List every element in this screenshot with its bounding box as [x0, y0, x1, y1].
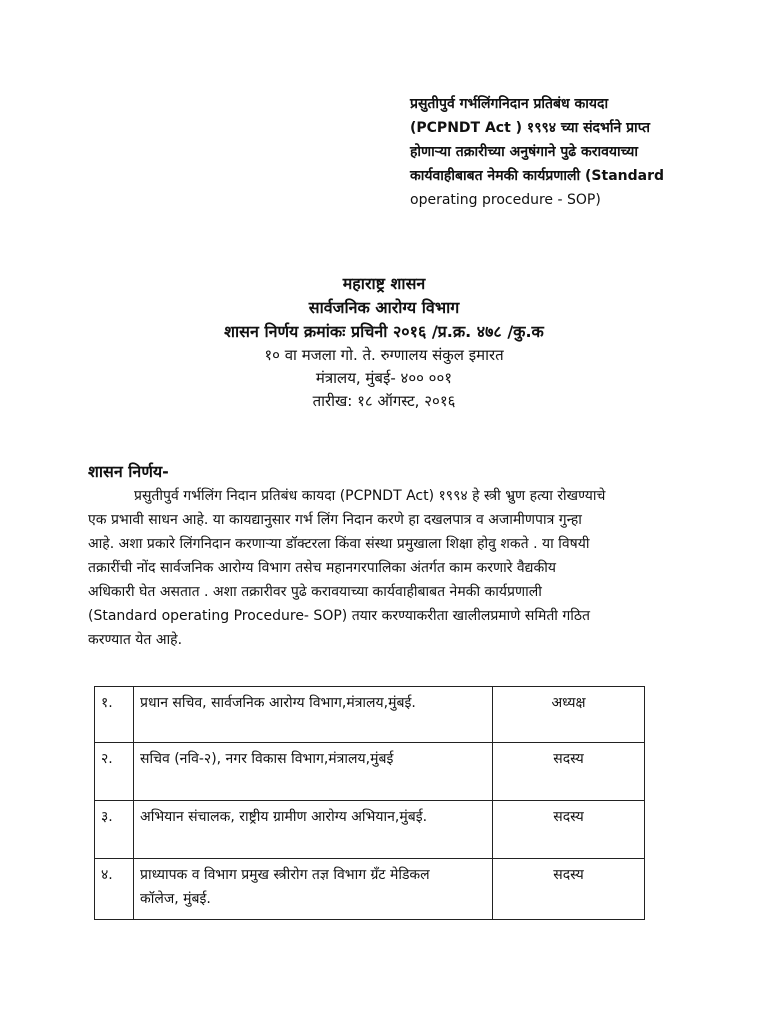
member-line: सचिव (नवि-२), नगर विकास विभाग,मंत्रालय,मुंबई: [140, 751, 394, 767]
department-name: सार्वजनिक आरोग्य विभाग: [308, 298, 460, 317]
subject-line: होणाऱ्या तक्रारीच्या अनुषंगाने पुढे करावयाच्या: [410, 144, 638, 160]
subject-line: कार्यवाहीबाबत नेमकी कार्यप्रणाली (Standard: [410, 168, 665, 184]
member-line: अभियान संचालक, राष्ट्रीय ग्रामीण आरोग्य अभियान,मुंबई.: [140, 809, 428, 825]
member-line: प्रधान सचिव, सार्वजनिक आरोग्य विभाग,मंत्रालय,मुंबई.: [140, 695, 416, 711]
paragraph-line: (Standard operating Procedure- SOP) तयार करण्याकरीता खालीलप्रमाणे समिती गठित: [88, 608, 590, 624]
member-designation: [134, 743, 493, 801]
member-line: कॉलेज, मुंबई.: [140, 891, 211, 907]
paragraph-line: करण्यात येत आहे.: [88, 632, 183, 648]
document-date: तारीख: १८ ऑगस्ट, २०१६: [312, 392, 456, 410]
paragraph-line: तक्रारींची नोंद सार्वजनिक आरोग्य विभाग तसेच महानगरपालिका अंतर्गत काम करणारे वैद्यकीय: [88, 560, 557, 576]
subject-line: operating procedure - SOP): [410, 192, 601, 208]
government-name: महाराष्ट्र शासन: [342, 274, 426, 293]
paragraph-line: प्रसुतीपुर्व गर्भलिंग निदान प्रतिबंध कायदा (PCPNDT Act) १९९४ हे स्त्री भ्रुण हत्या रोखण्याचे: [134, 488, 606, 504]
serial-number: ३.: [95, 801, 134, 859]
member-line: प्राध्यापक व विभाग प्रमुख स्त्रीरोग तज्ञ विभाग ग्रँट मेडिकल: [140, 867, 430, 883]
member-designation: [134, 801, 493, 859]
committee-table: [94, 686, 645, 920]
paragraph-line: अधिकारी घेत असतात . अशा तक्रारीवर पुढे करावयाच्या कार्यवाहीबाबत नेमकी कार्यप्रणाली: [88, 584, 542, 600]
decision-paragraph: [88, 484, 688, 652]
serial-number: ४.: [95, 859, 134, 920]
document-header: [0, 272, 768, 413]
paragraph-line: एक प्रभावी साधन आहे. या कायद्यानुसार गर्भ लिंग निदान करणे हा दखलपात्र व अजामीणपात्र गुन्हा: [88, 512, 582, 528]
serial-number: २.: [95, 743, 134, 801]
member-designation: [134, 687, 493, 743]
member-designation: [134, 859, 493, 920]
table-row: [95, 859, 645, 920]
decision-title: शासन निर्णय-: [88, 462, 169, 481]
member-role: सदस्य: [493, 859, 645, 920]
member-role: सदस्य: [493, 801, 645, 859]
address-line: मंत्रालय, मुंबई- ४०० ००१: [315, 369, 453, 387]
subject-line: प्रसुतीपुर्व गर्भलिंगनिदान प्रतिबंध कायदा: [410, 96, 609, 112]
table-row: [95, 743, 645, 801]
member-role: सदस्य: [493, 743, 645, 801]
serial-number: १.: [95, 687, 134, 743]
paragraph-line: आहे. अशा प्रकारे लिंगनिदान करणाऱ्या डॉक्टरला किंवा संस्था प्रमुखाला शिक्षा होवु शकते . या विषयी: [88, 536, 590, 552]
table-row: [95, 687, 645, 743]
member-role: अध्यक्ष: [493, 687, 645, 743]
table-row: [95, 801, 645, 859]
address-line: १० वा मजला गो. ते. रुग्णालय संकुल इमारत: [264, 346, 504, 364]
gr-number: शासन निर्णय क्रमांकः प्रचिनी २०१६ /प्र.क्र. ४७८ /कु.क: [224, 322, 544, 341]
subject-block: [410, 92, 700, 212]
subject-line: (PCPNDT Act ) १९९४ च्या संदर्भाने प्राप्त: [410, 120, 650, 136]
